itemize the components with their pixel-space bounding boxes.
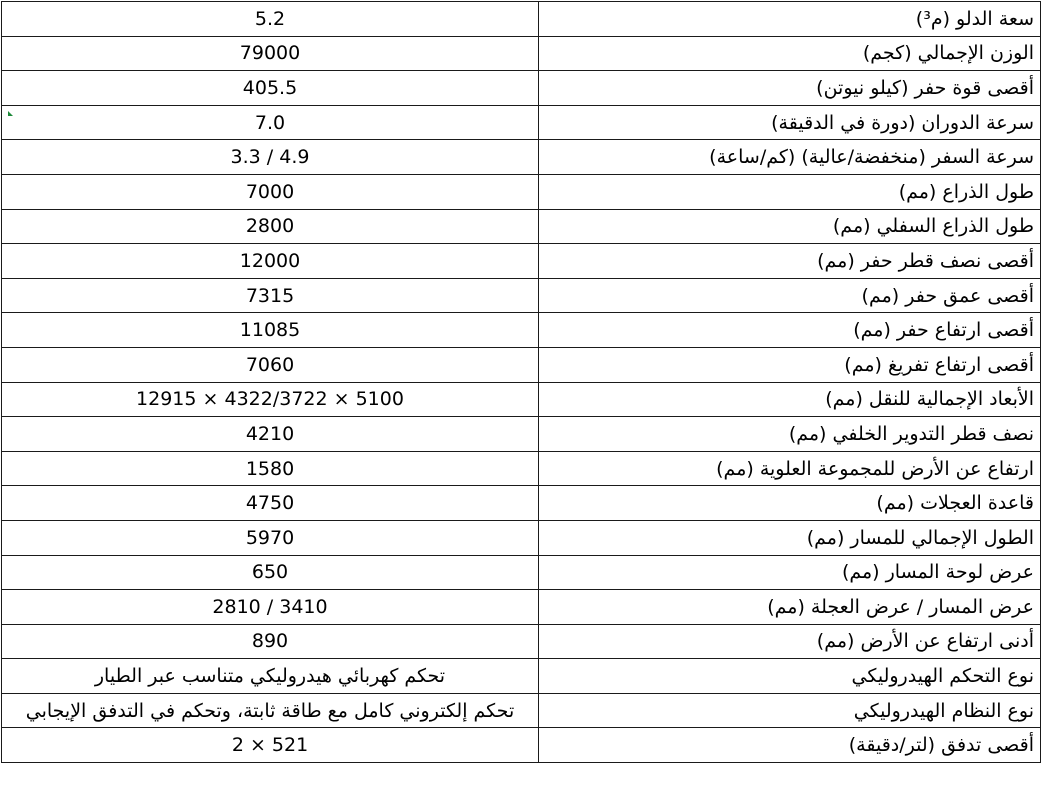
spec-label-cell[interactable] bbox=[539, 659, 1041, 694]
spec-value-cell[interactable] bbox=[2, 209, 539, 244]
spec-label-cell[interactable] bbox=[539, 313, 1041, 348]
spec-value: 405.5 bbox=[242, 76, 298, 99]
spec-label: عرض لوحة المسار (مم) bbox=[841, 561, 1034, 584]
spec-value: 79000 bbox=[239, 42, 301, 65]
table-row bbox=[2, 209, 1041, 244]
spec-label-cell[interactable] bbox=[539, 105, 1041, 140]
spec-label-cell[interactable] bbox=[539, 2, 1041, 37]
table-row bbox=[2, 486, 1041, 521]
spec-label: قاعدة العجلات (مم) bbox=[876, 492, 1034, 515]
spec-table bbox=[1, 1, 1041, 763]
spec-label-cell[interactable] bbox=[539, 417, 1041, 452]
table-row bbox=[2, 417, 1041, 452]
spec-value-cell[interactable] bbox=[2, 451, 539, 486]
spec-label: نوع النظام الهيدروليكي bbox=[853, 699, 1034, 722]
spec-value-cell[interactable] bbox=[2, 417, 539, 452]
spec-label: عرض المسار / عرض العجلة (مم) bbox=[767, 595, 1034, 618]
spec-label-cell[interactable] bbox=[539, 520, 1041, 555]
spec-label: الوزن الإجمالي (كجم) bbox=[862, 42, 1034, 65]
spec-value-cell[interactable] bbox=[2, 174, 539, 209]
spec-label-cell[interactable] bbox=[539, 278, 1041, 313]
table-row bbox=[2, 520, 1041, 555]
spec-value-cell[interactable] bbox=[2, 590, 539, 625]
spec-value: 5970 bbox=[245, 526, 295, 549]
spec-label: ارتفاع عن الأرض للمجموعة العلوية (مم) bbox=[716, 457, 1034, 480]
spec-value: 7060 bbox=[245, 353, 295, 376]
spec-value: 4210 bbox=[245, 422, 295, 445]
table-row bbox=[2, 174, 1041, 209]
spec-value: 2800 bbox=[245, 215, 295, 238]
spec-value-cell[interactable] bbox=[2, 382, 539, 417]
spec-value-cell[interactable] bbox=[2, 140, 539, 175]
spec-label: طول الذراع (مم) bbox=[898, 180, 1034, 203]
spec-label-cell[interactable] bbox=[539, 451, 1041, 486]
table-row bbox=[2, 624, 1041, 659]
spec-value: 7315 bbox=[245, 284, 295, 307]
spec-label: نوع التحكم الهيدروليكي bbox=[851, 665, 1034, 688]
table-row bbox=[2, 555, 1041, 590]
spec-value: 11085 bbox=[239, 319, 301, 342]
spec-label-cell[interactable] bbox=[539, 382, 1041, 417]
spec-label: الطول الإجمالي للمسار (مم) bbox=[806, 526, 1034, 549]
spec-value: 2 × 521 bbox=[231, 734, 309, 757]
spec-value-cell[interactable] bbox=[2, 313, 539, 348]
table-row bbox=[2, 244, 1041, 279]
table-row bbox=[2, 36, 1041, 71]
spec-value-cell[interactable] bbox=[2, 728, 539, 763]
spec-label-cell[interactable] bbox=[539, 590, 1041, 625]
spec-value-cell[interactable] bbox=[2, 2, 539, 37]
spec-label: أقصى قوة حفر (كيلو نيوتن) bbox=[816, 76, 1034, 99]
spec-label-cell[interactable] bbox=[539, 693, 1041, 728]
spec-label: طول الذراع السفلي (مم) bbox=[832, 215, 1034, 238]
spec-label: أقصى ارتفاع حفر (مم) bbox=[853, 319, 1034, 342]
spec-label-cell[interactable] bbox=[539, 486, 1041, 521]
spec-value-cell[interactable] bbox=[2, 36, 539, 71]
spec-label: الأبعاد الإجمالية للنقل (مم) bbox=[825, 388, 1034, 411]
table-row bbox=[2, 728, 1041, 763]
spec-label-cell[interactable] bbox=[539, 555, 1041, 590]
table-row bbox=[2, 71, 1041, 106]
spec-value-cell[interactable] bbox=[2, 347, 539, 382]
table-row bbox=[2, 693, 1041, 728]
spec-value: 650 bbox=[251, 561, 289, 584]
spec-value-cell[interactable] bbox=[2, 555, 539, 590]
spec-value: 2810 / 3410 bbox=[212, 595, 328, 618]
spec-label-cell[interactable] bbox=[539, 244, 1041, 279]
spec-value-cell[interactable] bbox=[2, 278, 539, 313]
spec-value-cell[interactable] bbox=[2, 659, 539, 694]
table-row bbox=[2, 451, 1041, 486]
spec-value-cell[interactable] bbox=[2, 105, 539, 140]
spec-value-cell[interactable] bbox=[2, 71, 539, 106]
spec-value-cell[interactable] bbox=[2, 244, 539, 279]
spec-value: 7000 bbox=[245, 180, 295, 203]
table-row bbox=[2, 382, 1041, 417]
spec-label-cell[interactable] bbox=[539, 624, 1041, 659]
spec-label: سرعة السفر (منخفضة/عالية) (كم/ساعة) bbox=[709, 146, 1034, 169]
spec-label-cell[interactable] bbox=[539, 71, 1041, 106]
spec-value: 4750 bbox=[245, 492, 295, 515]
spec-value-cell[interactable] bbox=[2, 486, 539, 521]
table-row bbox=[2, 590, 1041, 625]
spec-value: 12915 × 4322/3722 × 5100 bbox=[136, 388, 404, 411]
spec-label: أقصى ارتفاع تفريغ (مم) bbox=[844, 353, 1034, 376]
spec-value: 3.3 / 4.9 bbox=[230, 146, 310, 169]
cell-comment-marker-icon bbox=[8, 111, 13, 116]
spec-label: سعة الدلو (م³) bbox=[915, 7, 1034, 30]
spec-value: 7.0 bbox=[254, 111, 286, 134]
spec-label: أقصى تدفق (لتر/دقيقة) bbox=[848, 734, 1034, 757]
spec-value: تحكم كهربائي هيدروليكي متناسب عبر الطيار bbox=[94, 665, 446, 688]
spec-label: سرعة الدوران (دورة في الدقيقة) bbox=[771, 111, 1034, 134]
spec-label: نصف قطر التدوير الخلفي (مم) bbox=[788, 422, 1034, 445]
spec-value-cell[interactable] bbox=[2, 693, 539, 728]
spec-label-cell[interactable] bbox=[539, 347, 1041, 382]
spec-label: أدنى ارتفاع عن الأرض (مم) bbox=[816, 630, 1034, 653]
spec-value: 890 bbox=[251, 630, 289, 653]
spec-label-cell[interactable] bbox=[539, 209, 1041, 244]
spec-label-cell[interactable] bbox=[539, 728, 1041, 763]
spec-value: تحكم إلكتروني كامل مع طاقة ثابتة، وتحكم في التدفق الإيجابي bbox=[25, 699, 515, 722]
spec-value-cell[interactable] bbox=[2, 520, 539, 555]
spec-label-cell[interactable] bbox=[539, 36, 1041, 71]
spec-value: 5.2 bbox=[254, 7, 286, 30]
table-row bbox=[2, 659, 1041, 694]
spec-label: أقصى عمق حفر (مم) bbox=[861, 284, 1034, 307]
spec-value-cell[interactable] bbox=[2, 624, 539, 659]
table-row bbox=[2, 140, 1041, 175]
spec-label-cell[interactable] bbox=[539, 174, 1041, 209]
spec-value: 12000 bbox=[239, 249, 301, 272]
spec-value: 1580 bbox=[245, 457, 295, 480]
table-row bbox=[2, 347, 1041, 382]
spec-table-body bbox=[2, 2, 1041, 763]
table-row bbox=[2, 313, 1041, 348]
spec-label-cell[interactable] bbox=[539, 140, 1041, 175]
spec-label: أقصى نصف قطر حفر (مم) bbox=[817, 249, 1034, 272]
table-row bbox=[2, 2, 1041, 37]
table-row bbox=[2, 105, 1041, 140]
table-row bbox=[2, 278, 1041, 313]
